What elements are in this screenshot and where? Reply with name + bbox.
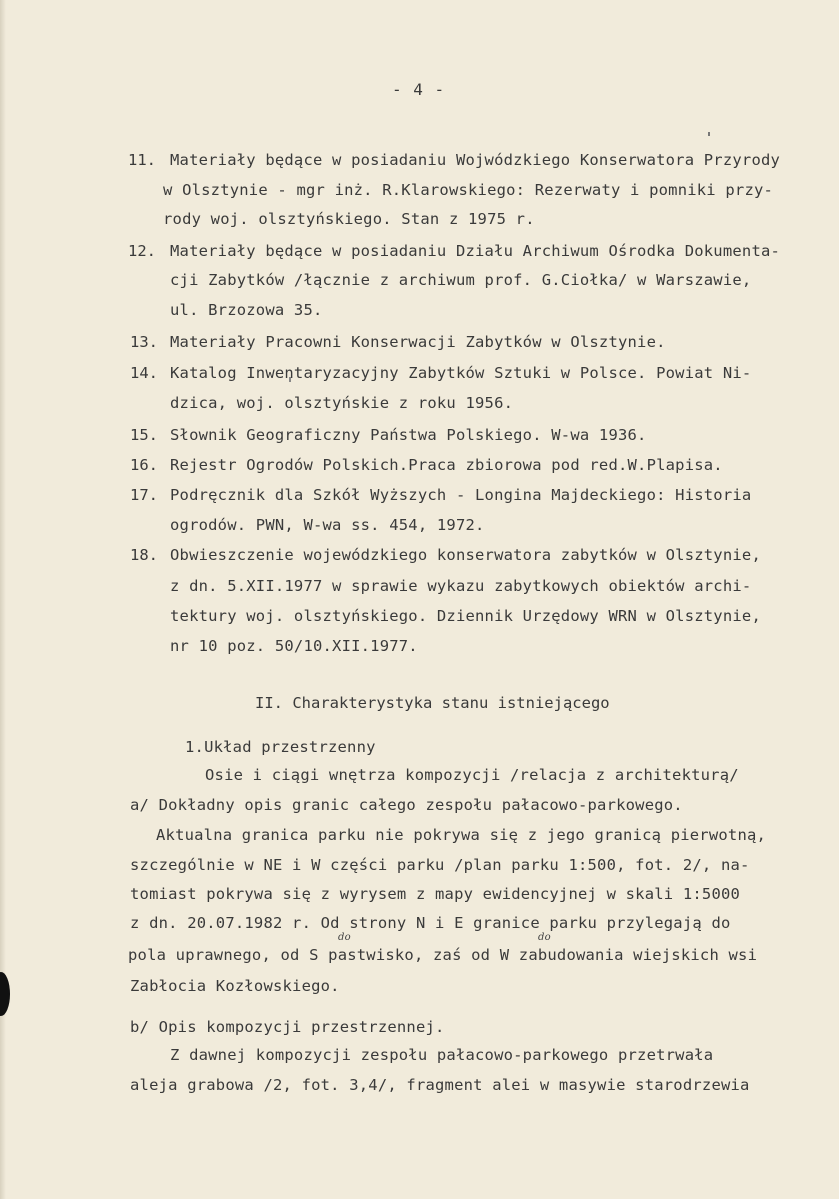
- item-line: dzica, woj. olsztyńskie z roku 1956.: [170, 394, 514, 412]
- item-line: Materiały Pracowni Konserwacji Zabytków w Olsztynie.: [170, 333, 666, 351]
- subsection-title: 1.Układ przestrzenny: [185, 738, 376, 756]
- item-line: Słownik Geograficzny Państwa Polskiego. W-wa 1936.: [170, 426, 647, 444]
- paragraph-line: z dn. 20.07.1982 r. Od strony N i E granice parku przylegają do: [130, 914, 731, 932]
- point-a-heading: a/ Dokładny opis granic całego zespołu pałacowo-parkowego.: [130, 796, 683, 814]
- handwritten-note: do: [338, 932, 351, 943]
- item-line: z dn. 5.XII.1977 w sprawie wykazu zabytkowych obiektów archi-: [170, 577, 752, 595]
- binder-hole-mark: [0, 972, 10, 1016]
- section-heading: II. Charakterystyka stanu istniejącego: [255, 694, 610, 712]
- item-line: nr 10 poz. 50/10.XII.1977.: [170, 637, 418, 655]
- item-line: tektury woj. olsztyńskiego. Dziennik Urzędowy WRN w Olsztynie,: [170, 607, 761, 625]
- ink-speck: [708, 132, 710, 136]
- paragraph-line: szczególnie w NE i W części parku /plan parku 1:500, fot. 2/, na-: [130, 856, 750, 874]
- paragraph-line: Zabłocia Kozłowskiego.: [130, 977, 340, 995]
- paragraph-line: aleja grabowa /2, fot. 3,4/, fragment alei w masywie starodrzewia: [130, 1076, 750, 1094]
- item-line: Obwieszczenie wojewódzkiego konserwatora zabytków w Olsztynie,: [170, 546, 761, 564]
- item-line: rody woj. olsztyńskiego. Stan z 1975 r.: [163, 210, 535, 228]
- page-edge-shadow: [0, 0, 6, 1199]
- item-number: 15.: [130, 426, 158, 444]
- item-line: cji Zabytków /łącznie z archiwum prof. G.Ciołka/ w Warszawie,: [170, 271, 752, 289]
- paragraph-line: pola uprawnego, od S pastwisko, zaś od W zabudowania wiejskich wsi: [128, 946, 758, 964]
- item-number: 17.: [130, 486, 158, 504]
- subsection-subtitle: Osie i ciągi wnętrza kompozycji /relacja z architekturą/: [205, 766, 739, 784]
- item-number: 16.: [130, 456, 158, 474]
- item-line: Materiały będące w posiadaniu Wojwódzkiego Konserwatora Przyrody: [170, 151, 781, 169]
- item-line: Katalog Inwentaryzacyjny Zabytków Sztuki w Polsce. Powiat Ni-: [170, 364, 752, 382]
- page-number: - 4 -: [392, 80, 446, 99]
- item-line: Podręcznik dla Szkół Wyższych - Longina Majdeckiego: Historia: [170, 486, 752, 504]
- item-line: ul. Brzozowa 35.: [170, 301, 323, 319]
- paragraph-line: Z dawnej kompozycji zespołu pałacowo-parkowego przetrwała: [170, 1046, 714, 1064]
- item-number: 13.: [130, 333, 158, 351]
- item-line: Materiały będące w posiadaniu Działu Archiwum Ośrodka Dokumenta-: [170, 242, 781, 260]
- point-b-heading: b/ Opis kompozycji przestrzennej.: [130, 1018, 445, 1036]
- item-line: Rejestr Ogrodów Polskich.Praca zbiorowa pod red.W.Plapisa.: [170, 456, 723, 474]
- item-line: ogrodów. PWN, W-wa ss. 454, 1972.: [170, 516, 485, 534]
- item-number: 18.: [130, 546, 158, 564]
- item-number: 14.: [130, 364, 158, 382]
- handwritten-note: do: [538, 932, 551, 943]
- paragraph-line: Aktualna granica parku nie pokrywa się z jego granicą pierwotną,: [156, 826, 767, 844]
- item-line: w Olsztynie - mgr inż. R.Klarowskiego: Rezerwaty i pomniki przy-: [163, 181, 774, 199]
- paragraph-line: tomiast pokrywa się z wyrysem z mapy ewidencyjnej w skali 1:5000: [130, 885, 741, 903]
- item-number: 11.: [128, 151, 156, 169]
- item-number: 12.: [128, 242, 156, 260]
